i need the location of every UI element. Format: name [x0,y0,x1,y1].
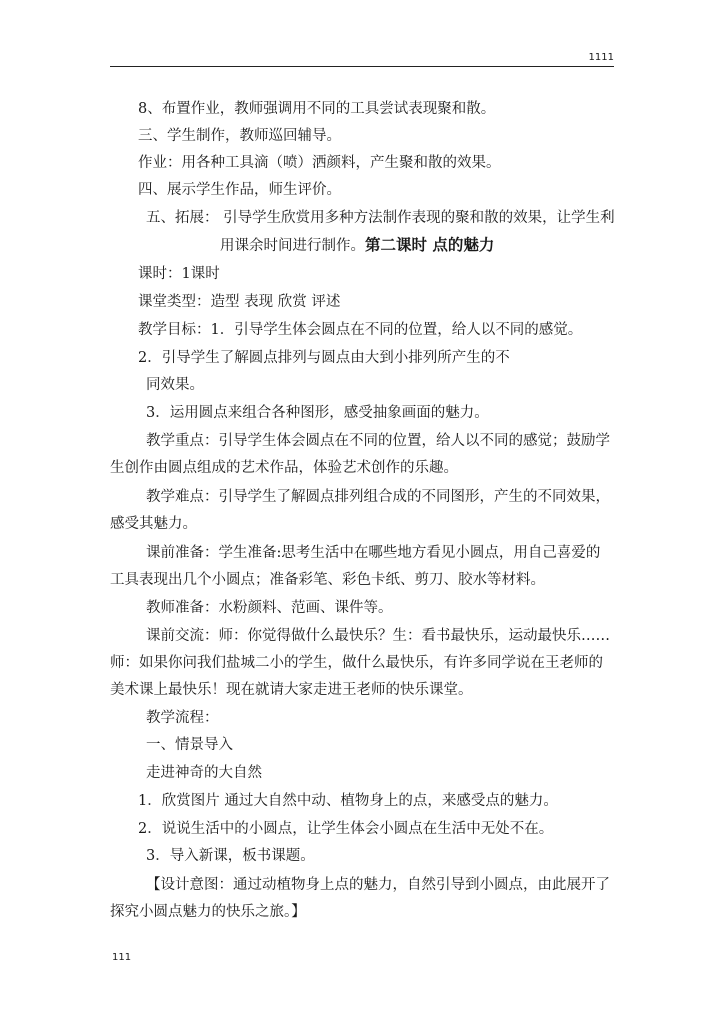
text-line: 感受其魅力。 [110,516,197,532]
text-line: 一、情景导入 [146,737,233,753]
text-line: 8、布置作业，教师强调用不同的工具尝试表现聚和散。 [138,101,496,117]
text-line: 2．说说生活中的小圆点，让学生体会小圆点在生活中无处不在。 [138,821,554,837]
text-line: 2．引导学生了解圆点排列与圆点由大到小排列所产生的不 [138,350,510,366]
text-line: 探究小圆点魅力的快乐之旅。】 [110,904,306,920]
text-line: 生创作由圆点组成的艺术作品，体验艺术创作的乐趣。 [110,460,458,476]
text-line: 教学难点：引导学生了解圆点排列组合成的不同图形，产生的不同效果， [146,489,610,505]
text-line: 美术课上最快乐！现在就请大家走进王老师的快乐课堂。 [110,682,473,698]
text-line: 师：如果你问我们盐城二小的学生，做什么最快乐，有许多同学说在王老师的 [110,655,603,671]
text-line: 课前交流：师：你觉得做什么最快乐？生：看书最快乐，运动最快乐…… [146,628,610,644]
text-line: 五、拓展： 引导学生欣赏用多种方法制作表现的聚和散的效果，让学生利 [146,210,615,226]
text-line: 工具表现出几个小圆点；准备彩笔、彩色卡纸、剪刀、胶水等材料。 [110,572,545,588]
text-line: 教学重点：引导学生体会圆点在不同的位置，给人以不同的感觉；鼓励学 [146,433,610,449]
text-line: 教学流程： [146,710,219,726]
text-line: 教师准备：水粉颜料、范画、课件等。 [146,600,393,616]
text-line: 同效果。 [146,377,204,393]
header-rule [110,66,614,67]
text-line: 四、展示学生作品，师生评价。 [138,182,341,198]
text-line: 课前准备：学生准备:思考生活中在哪些地方看见小圆点，用自己喜爱的 [146,545,601,561]
text-line: 课堂类型：造型 表现 欣赏 评述 [138,294,341,310]
text-line: 3．导入新课，板书课题。 [146,848,315,864]
text-line: 课时：1课时 [138,266,220,282]
text-line: 3．运用圆点来组合各种图形，感受抽象画面的魅力。 [146,405,489,421]
text-line: 走进神奇的大自然 [146,765,262,781]
text-line [220,235,494,256]
header-page-number: 1111 [588,52,614,63]
text-line: 1．欣赏图片 通过大自然中动、植物身上的点，来感受点的魅力。 [138,793,558,809]
footer-page-number: 111 [112,952,132,963]
text-line: 作业：用各种工具滴（喷）洒颜料，产生聚和散的效果。 [138,155,501,171]
text-line: 三、学生制作，教师巡回辅导。 [138,128,341,144]
section-title: 第二课时 点的魅力 [365,236,495,254]
text-line: 教学目标：1．引导学生体会圆点在不同的位置，给人以不同的感觉。 [138,322,583,338]
text-line: 【设计意图：通过动植物身上点的魅力，自然引导到小圆点，由此展开了 [146,877,610,893]
text-span: 用课余时间进行制作。 [220,238,365,254]
